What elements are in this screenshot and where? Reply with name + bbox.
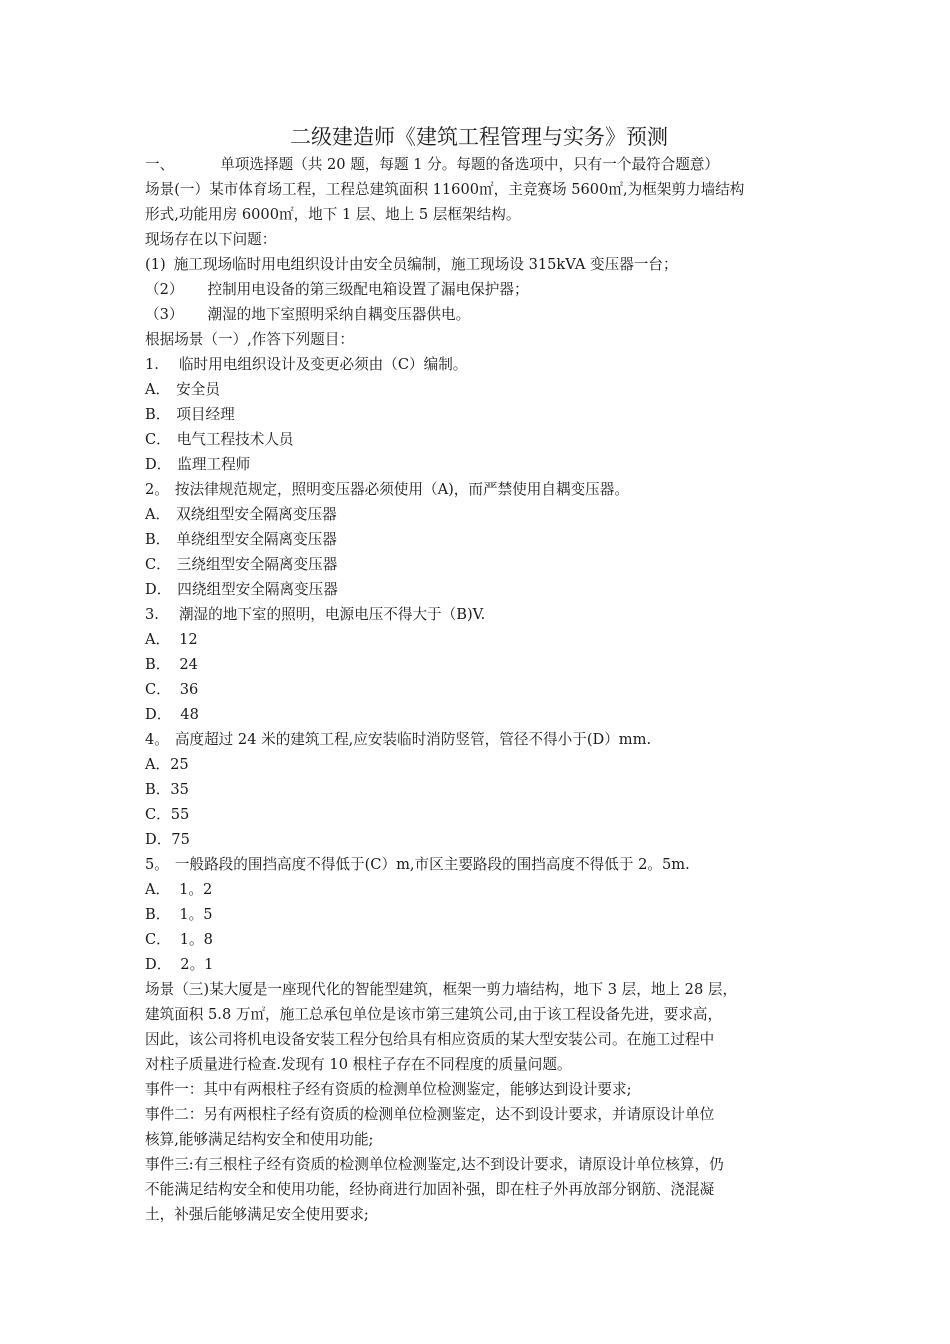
problem-item-2 [145,277,813,302]
scenario1-line-1: 场景(一）某市体育场工程，工程总建筑面积 11600㎡，主竞赛场 5600㎡,为框架剪力墙结构 [145,181,745,198]
option-text: 55 [170,806,190,823]
option-text: 1。5 [179,906,213,923]
problems-intro: 现场存在以下问题： [145,231,277,248]
answer-intro: 根据场景（一）,作答下列题目： [145,331,354,348]
event-2-line-2: 核算,能够满足结构安全和使用功能; [145,1131,374,1148]
option-label: B． [145,531,171,548]
option-text: 监理工程师 [177,456,251,473]
scenario3-line-1: 场景（三)某大厦是一座现代化的智能型建筑，框架一剪力墙结构，地下 3 层，地上 28 层， [145,981,738,998]
option-label: B． [145,656,171,673]
question-number: 5。 [145,856,169,873]
option-label: A． [145,381,171,398]
question-2-option-b [145,527,813,552]
option-text: 24 [179,656,198,673]
option-text: 25 [170,756,189,773]
page-title: 二级建造师《建筑工程管理与实务》预测 [290,125,668,149]
option-text: 48 [180,706,199,723]
option-label: D． [145,456,172,473]
scenario1-line-2: 形式,功能用房 6000㎡，地下 1 层、地上 5 层框架结构。 [145,206,521,223]
event-3-line-3: 土，补强后能够满足安全使用要求; [145,1206,369,1223]
question-3-option-d [145,702,813,727]
question-3 [145,602,813,627]
question-5 [145,852,813,877]
option-label: D． [145,956,172,973]
scenario3-line-2: 建筑面积 5.8 万㎡，施工总承包单位是该市第三建筑公司,由于该工程设备先进，要求高， [145,1006,723,1023]
option-text: 项目经理 [176,406,235,423]
option-label: C． [145,556,171,573]
problem-text: 潮湿的地下室照明采纳自耦变压器供电。 [207,306,471,323]
document-body [145,122,813,1227]
question-5-option-c [145,927,813,952]
question-text: 一般路段的围挡高度不得低于(C）m,市区主要路段的围挡高度不得低于 2。5m. [174,856,690,873]
question-number: 2。 [145,481,169,498]
option-text: 双绕组型安全隔离变压器 [176,506,337,523]
option-text: 三绕组型安全隔离变压器 [176,556,338,573]
question-1-option-c [145,427,813,452]
question-4 [145,727,813,752]
option-label: A． [145,631,171,648]
question-1-option-a [145,377,813,402]
question-text: 高度超过 24 米的建筑工程,应安装临时消防竖管，管径不得小于(D）mm. [174,731,652,748]
question-3-option-a [145,627,813,652]
option-label: D． [145,581,172,598]
question-3-option-c [145,677,813,702]
question-5-option-b [145,902,813,927]
option-text: 12 [179,631,198,648]
scenario3-line-4: 对柱子质量进行检查.发现有 10 根柱子存在不同程度的质量问题。 [145,1056,572,1073]
option-text: 安全员 [176,381,220,398]
option-label: D． [145,706,172,723]
section-heading [145,152,813,177]
question-2-option-c [145,552,813,577]
option-label: D． [145,831,172,848]
problem-item-1 [145,252,813,277]
question-1-option-d [145,452,813,477]
question-text: 潮湿的地下室的照明，电源电压不得大于（B)V. [178,606,486,623]
option-text: 2。1 [180,956,214,973]
section-text: 单项选择题（共 20 题，每题 1 分。每题的备选项中，只有一个最符合题意） [220,156,720,173]
option-text: 75 [171,831,190,848]
problem-text: 施工现场临时用电组织设计由安全员编制，施工现场设 315kVA 变压器一台； [173,256,678,273]
option-label: A． [145,506,171,523]
problem-item-3 [145,302,813,327]
question-4-option-d [145,827,813,852]
option-text: 单绕组型安全隔离变压器 [176,531,337,548]
option-text: 四绕组型安全隔离变压器 [177,581,338,598]
question-5-option-a [145,877,813,902]
question-3-option-b [145,652,813,677]
option-label: C． [145,431,171,448]
question-text: 按法律规范规定，照明变压器必须使用（A)，而严禁使用自耦变压器。 [174,481,629,498]
question-4-option-a [145,752,813,777]
option-label: A． [145,756,171,773]
option-label: B． [145,906,171,923]
event-1-line-1: 事件一：其中有两根柱子经有资质的检测单位检测鉴定，能够达到设计要求; [145,1081,632,1098]
section-number: 一、 [145,156,175,173]
option-text: 36 [179,681,199,698]
event-3-line-1: 事件三:有三根柱子经有资质的检测单位检测鉴定,达不到设计要求，请原设计单位核算，仍 [145,1156,724,1173]
option-label: A． [145,881,171,898]
option-text: 1。8 [179,931,213,948]
question-text: 临时用电组织设计及变更必须由（C）编制。 [178,356,468,373]
question-1-option-b [145,402,813,427]
question-1 [145,352,813,377]
problem-text: 控制用电设备的第三级配电箱设置了漏电保护器； [207,281,529,298]
event-3-line-2: 不能满足结构安全和使用功能，经协商进行加固补强，即在柱子外再放部分钢筋、浇混凝 [145,1181,715,1198]
question-2-option-d [145,577,813,602]
problem-number: （2） [145,281,184,298]
option-label: B． [145,781,171,798]
option-text: 35 [170,781,189,798]
option-label: C． [145,806,171,823]
problem-number: （3） [145,306,184,323]
question-number: 3. [145,606,159,623]
question-2 [145,477,813,502]
question-2-option-a [145,502,813,527]
question-4-option-b [145,777,813,802]
option-label: C． [145,681,171,698]
question-number: 4。 [145,731,169,748]
question-5-option-d [145,952,813,977]
option-label: B． [145,406,171,423]
event-2-line-1: 事件二：另有两根柱子经有资质的检测单位检测鉴定，达不到设计要求，并请原设计单位 [145,1106,715,1123]
option-text: 电气工程技术人员 [176,431,294,448]
question-4-option-c [145,802,813,827]
scenario3-line-3: 因此，该公司将机电设备安装工程分包给具有相应资质的某大型安装公司。在施工过程中 [145,1031,715,1048]
question-number: 1. [145,356,159,373]
option-text: 1。2 [179,881,213,898]
option-label: C． [145,931,171,948]
problem-number: (1) [145,256,166,273]
